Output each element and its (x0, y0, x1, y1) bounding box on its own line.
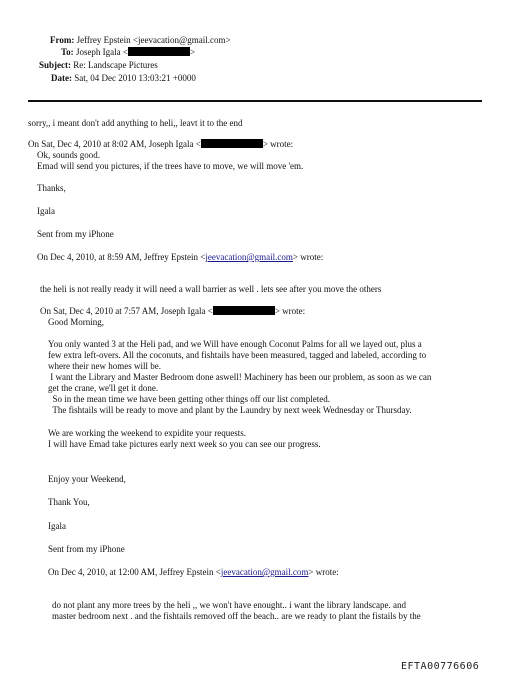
quote1-attribution-suffix: > wrote: (262, 139, 294, 149)
subject-value: Re: Landscape Pictures (73, 60, 158, 70)
redaction-block (201, 139, 263, 148)
quote3-attribution-prefix: On Sat, Dec 4, 2010 at 7:57 AM, Joseph Igala < (40, 306, 213, 316)
quote3-sent-from: Sent from my iPhone (48, 544, 125, 554)
quote1-signature: Igala (37, 206, 55, 216)
quote2-line1: the heli is not really ready it will need a wall barrier as well . lets see after you move the others (40, 284, 382, 294)
quote4-line1: do not plant any more trees by the heli ,, we won't have enought.. i want the library landscape. and (52, 600, 407, 610)
header-to (61, 47, 195, 58)
reply-line: sorry,, i meant don't add anything to heli,, leavt it to the end (28, 118, 243, 128)
redaction-block (128, 47, 190, 56)
from-value: Jeffrey Epstein <jeevacation@gmail.com> (76, 35, 231, 45)
quote1-sent-from: Sent from my iPhone (37, 229, 114, 239)
quote3-signature: Igala (48, 521, 66, 531)
quote3-p1-line7: The fishtails will be ready to move and plant by the Laundry by next week Wednesday or Thursday. (48, 405, 412, 415)
quote3-greeting: Good Morning, (48, 317, 104, 327)
header-divider (28, 100, 482, 102)
to-label: To: (61, 47, 74, 57)
quote3-p1-line6: So in the mean time we have been getting other things off our list completed. (48, 394, 331, 404)
quote3-enjoy: Enjoy your Weekend, (48, 474, 126, 484)
quote3-attribution (40, 306, 305, 317)
header-subject (39, 60, 158, 71)
quote2-attribution-prefix: On Dec 4, 2010, at 8:59 AM, Jeffrey Epstein < (37, 252, 206, 262)
subject-label: Subject: (39, 60, 71, 70)
redaction-block (213, 306, 275, 315)
quote3-p2-line1: We are working the weekend to expidite your requests. (48, 428, 246, 438)
quote1-line2: Emad will send you pictures, if the trees have to move, we will move 'em. (37, 161, 304, 171)
to-value-prefix: Joseph Igala < (75, 47, 128, 57)
quote3-p1-line4: I want the Library and Master Bedroom done aswell! Machinery has been our problem, as soon as we can (48, 372, 432, 382)
email-link[interactable]: jeevacation@gmail.com (205, 252, 293, 262)
email-link[interactable]: jeevacation@gmail.com (220, 567, 309, 577)
quote3-p1-line5: get the crane, we'll get it done. (48, 383, 159, 393)
quote1-attribution-prefix: On Sat, Dec 4, 2010 at 8:02 AM, Joseph Igala < (28, 139, 201, 149)
header-date (51, 73, 196, 84)
quote4-attribution-suffix: > wrote: (308, 567, 339, 577)
quote2-attribution (37, 252, 323, 263)
quote3-p1-line2: few extra left-overs. All the coconuts, and fishtails have been measured, tagged and labeled, according to (48, 350, 427, 360)
quote4-attribution (48, 567, 339, 578)
quote3-attribution-suffix: > wrote: (274, 306, 306, 316)
quote4-attribution-prefix: On Dec 4, 2010, at 12:00 AM, Jeffrey Epstein < (48, 567, 221, 577)
bates-number: EFTA00776606 (401, 661, 480, 672)
quote3-p2-line2: I will have Emad take pictures early next week so you can see our progress. (48, 439, 321, 449)
from-label: From: (50, 35, 75, 45)
date-label: Date: (51, 73, 72, 83)
quote4-line2: master bedroom next . and the fishtails removed off the beach.. are we ready to plant the fistails by the (52, 611, 421, 621)
quote1-line1: Ok, sounds good. (37, 150, 101, 160)
date-value: Sat, 04 Dec 2010 13:03:21 +0000 (74, 73, 196, 83)
quote3-p1-line1: You only wanted 3 at the Heli pad, and we Will have enough Coconut Palms for all we layed out, plus a (48, 339, 422, 349)
quote1-attribution (28, 139, 293, 150)
quote2-attribution-suffix: > wrote: (292, 252, 324, 262)
quote3-thank-you: Thank You, (48, 497, 90, 507)
quote3-p1-line3: where their new homes will be. (48, 361, 161, 371)
header-from (50, 35, 231, 46)
quote1-thanks: Thanks, (37, 183, 66, 193)
to-value-suffix: > (190, 47, 196, 57)
